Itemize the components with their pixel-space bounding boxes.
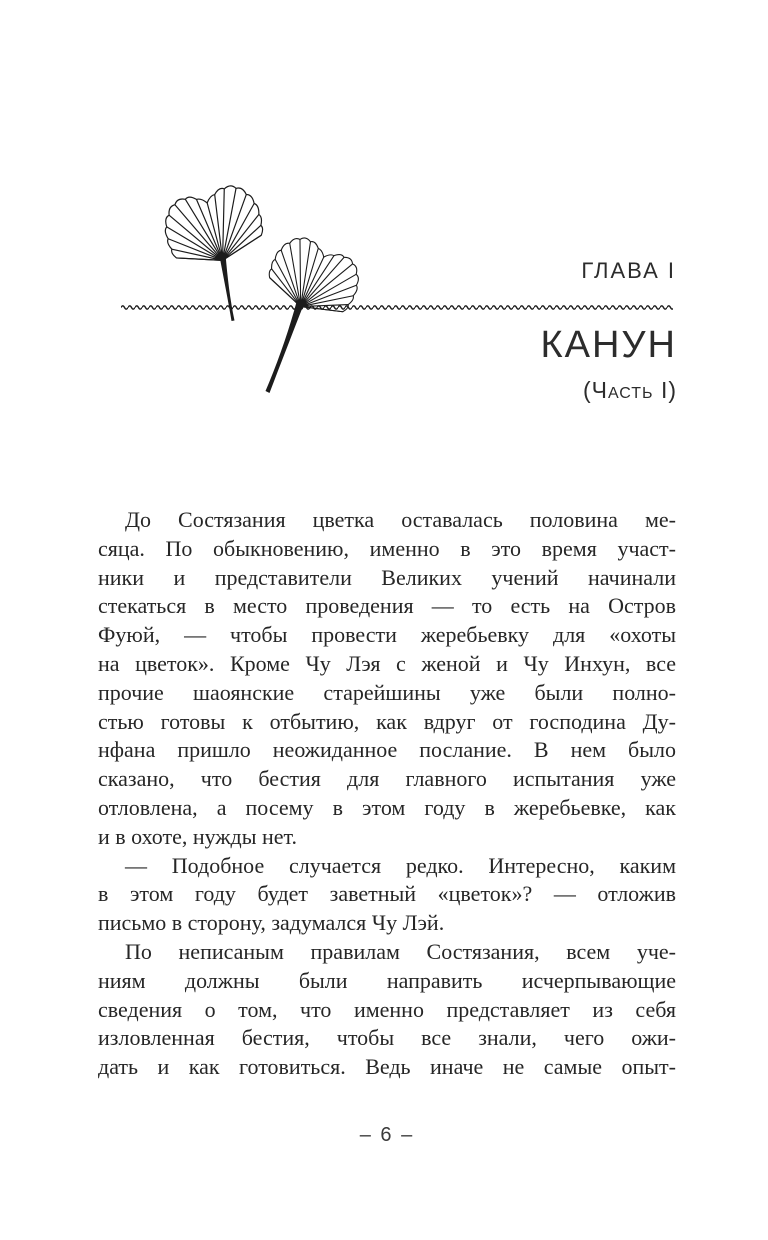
chapter-title: КАНУН bbox=[540, 324, 677, 366]
text-line: дать и как готовиться. Ведь иначе не самые опыт- bbox=[98, 1054, 676, 1080]
text-line: изловленная бестия, чтобы все знали, чего ожи- bbox=[98, 1025, 676, 1051]
text-line: сказано, что бестия для главного испытания уже bbox=[98, 766, 676, 792]
text-line: ники и представители Великих учений начинали bbox=[98, 564, 676, 590]
text-line: в этом году будет заветный «цветок»? — отложив bbox=[98, 881, 676, 907]
text-line: стью готовы к отбытию, как вдруг от господина Ду- bbox=[98, 708, 676, 734]
body-text bbox=[98, 506, 676, 1082]
text-line: сведения о том, что именно представляет из себя bbox=[98, 996, 676, 1022]
wavy-divider bbox=[121, 303, 673, 312]
text-line: ниям должны были направить исчерпывающие bbox=[98, 967, 676, 993]
text-line: — Подобное случается редко. Интересно, каким bbox=[125, 852, 676, 878]
chapter-label: ГЛАВА I bbox=[581, 258, 676, 283]
text-line: на цветок». Кроме Чу Лэя с женой и Чу Инхун, все bbox=[98, 650, 676, 676]
ginkgo-leaves-illustration bbox=[100, 150, 420, 430]
text-line: отловлена, а посему в этом году в жеребьевке, как bbox=[98, 794, 676, 820]
text-line: письмо в сторону, задумался Чу Лэй. bbox=[98, 910, 445, 936]
page-number: – 6 – bbox=[359, 1124, 415, 1146]
chapter-part: (Часть I) bbox=[582, 377, 677, 403]
text-line: нфана пришло неожиданное послание. В нем было bbox=[98, 737, 676, 763]
text-line: и в охоте, нужды нет. bbox=[98, 823, 298, 849]
text-line: До Состязания цветка оставалась половина ме- bbox=[125, 507, 676, 532]
text-line: прочие шаоянские старейшины уже были полно- bbox=[98, 679, 676, 705]
text-line: По неписаным правилам Состязания, всем уче- bbox=[125, 938, 676, 964]
text-line: стекаться в место проведения — то есть на Остров bbox=[98, 593, 676, 619]
text-line: сяца. По обыкновению, именно в это время участ- bbox=[98, 535, 676, 561]
text-line: Фуюй, — чтобы провести жеребьевку для «охоты bbox=[98, 622, 676, 648]
